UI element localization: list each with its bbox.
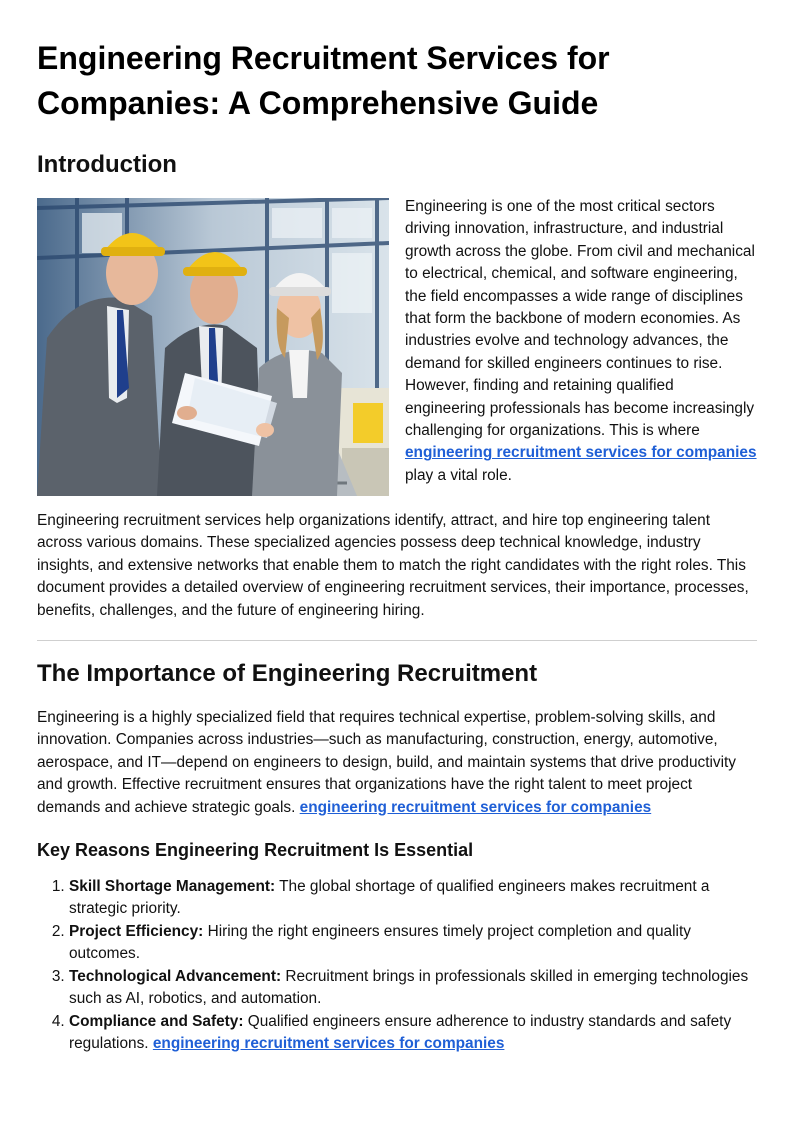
intro-text-before-link: Engineering is one of the most critical sectors driving innovation, infrastructure, and industrial growth across the globe. From civil and mechanical to electrical, chemical, and software engineering, the field encompasses a wide range of disciplines that form the backbone of modern economies. As industries evolve and technology advances, the demand for skilled engineers continues to rise. However, finding and retaining qualified engineering professionals has become increasingly challenging for organizations. This is where bbox=[405, 198, 755, 440]
key-reasons-list bbox=[37, 876, 757, 1055]
reason-text: Qualified engineers ensure adherence to industry standards and safety regulations. bbox=[69, 1012, 732, 1052]
importance-heading: The Importance of Engineering Recruitment bbox=[37, 660, 538, 688]
reasons-recruitment-link[interactable]: engineering recruitment services for companies bbox=[152, 1034, 505, 1052]
overview-paragraph: Engineering recruitment services help organizations identify, attract, and hire top engineering talent across various domains. These specialized agencies possess deep technical knowledge, industry insights, and extensive networks that enable them to match the right candidates with the right roles. This document provides a detailed overview of engineering recruitment services, their importance, processes, benefits, challenges, and the future of engineering hiring. bbox=[37, 512, 749, 619]
reason-label: Skill Shortage Management: bbox=[69, 878, 276, 896]
list-item bbox=[69, 921, 757, 966]
intro-heading: Introduction bbox=[37, 151, 177, 178]
intro-recruitment-link[interactable]: engineering recruitment services for companies bbox=[405, 444, 757, 462]
reason-label: Project Efficiency: bbox=[69, 922, 204, 940]
importance-paragraph bbox=[37, 707, 757, 819]
document-page bbox=[37, 36, 757, 1055]
list-item bbox=[69, 876, 757, 921]
engineers-photo bbox=[37, 198, 389, 496]
reason-text: The global shortage of qualified engineers makes recruitment a strategic priority. bbox=[69, 878, 710, 918]
intro-section bbox=[37, 198, 757, 496]
reason-label: Technological Advancement: bbox=[69, 967, 282, 985]
reason-text: Hiring the right engineers ensures timely project completion and quality outcomes. bbox=[69, 922, 691, 963]
list-item bbox=[69, 966, 757, 1011]
reason-label: Compliance and Safety: bbox=[69, 1012, 244, 1030]
list-item bbox=[69, 1011, 757, 1056]
importance-recruitment-link[interactable]: engineering recruitment services for companies bbox=[299, 798, 652, 816]
document-title: Engineering Recruitment Services for Companies: A Comprehensive Guide bbox=[37, 40, 610, 121]
reason-text: Recruitment brings in professionals skilled in emerging technologies such as AI, robotics, and automation. bbox=[69, 967, 749, 1008]
section-divider bbox=[37, 640, 757, 641]
intro-paragraph bbox=[405, 196, 757, 487]
importance-text: Engineering is a highly specialized field that requires technical expertise, problem-solving skills, and innovation. Companies across industries—such as manufacturing, construction, energy, automotive, aerospace, and IT—depend on engineers to design, build, and maintain systems that drive productivity and growth. Effective recruitment ensures that organizations have the right talent to meet project demands and achieve strategic goals. bbox=[37, 709, 736, 816]
intro-text-after-link: play a vital role. bbox=[405, 466, 512, 484]
key-reasons-heading: Key Reasons Engineering Recruitment Is Essential bbox=[37, 840, 474, 861]
